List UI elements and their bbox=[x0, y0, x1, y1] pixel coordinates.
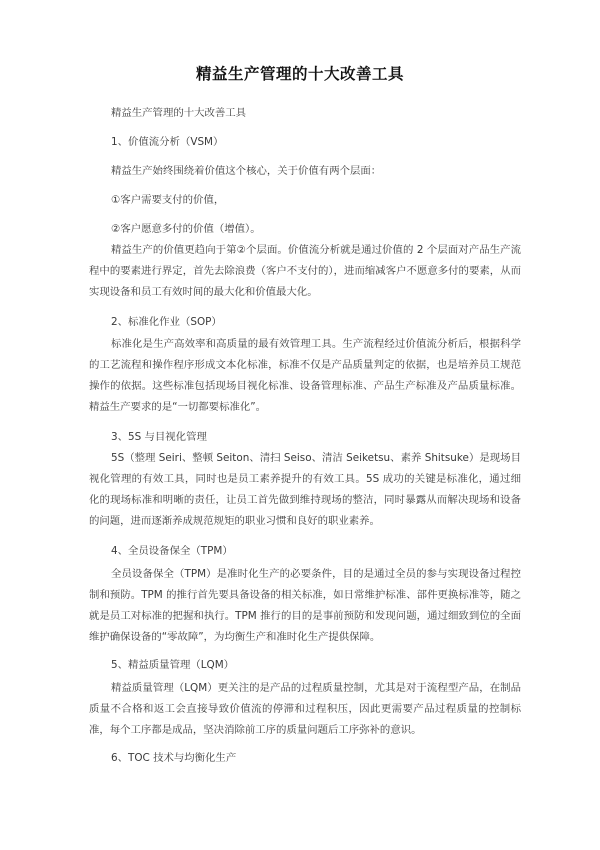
paragraph-vsm: 精益生产的价值更趋向于第②个层面。价值流分析就是通过价值的 2 个层面对产品生产流程中的要素进行界定，首先去除浪费（客户不支付的），进而缩减客户不愿意多付的要素，从而实现设备和员工有效时间的最大化和价值最大化。 bbox=[89, 244, 521, 298]
section-heading-tpm: 4、全员设备保全（TPM） bbox=[111, 545, 233, 557]
document-title: 精益生产管理的十大改善工具 bbox=[195, 65, 404, 83]
paragraph-sop: 标准化是生产高效率和高质量的最有效管理工具。生产流程经过价值流分析后，根据科学的工艺流程和操作程序形成文本化标准，标准不仅是产品质量判定的依据，也是培养员工规范操作的依据。这些标准包括现场目视化标准、设备管理标准、产品生产标准及产品质量标准。精益生产要求的是“一切都要标准化”。 bbox=[89, 338, 521, 413]
paragraph-5s: 5S（整理 Seiri、整顿 Seiton、清扫 Seiso、清洁 Seiketsu、素养 Shitsuke）是现场目视化管理的有效工具，同时也是员工素养提升的有效工具。5S 成功的关键是标准化，通过细化的现场标准和明晰的责任，让员工首先做到维持现场的整洁，同时暴露从而解决现场和设备的问题，进而逐渐养成规范规矩的职业习惯和良好的职业素养。 bbox=[89, 452, 521, 527]
paragraph-tpm: 全员设备保全（TPM）是准时化生产的必要条件，目的是通过全员的参与实现设备过程控制和预防。TPM 的推行首先要具备设备的相关标准，如日常维护标准、部件更换标准等，随之就是员工对标准的把握和执行。TPM 推行的目的是事前预防和发现问题，通过细致到位的全面维护确保设备的“零故障”，为均衡生产和准时化生产提供保障。 bbox=[89, 568, 521, 643]
section-heading-vsm: 1、价值流分析（VSM） bbox=[111, 136, 224, 148]
value-level-two: ②客户愿意多付的价值（增值）。 bbox=[111, 223, 261, 235]
section-heading-toc: 6、TOC 技术与均衡化生产 bbox=[111, 752, 237, 764]
paragraph-lqm: 精益质量管理（LQM）更关注的是产品的过程质量控制，尤其是对于流程型产品，在制品质量不合格和返工会直接导致价值流的停滞和过程积压，因此更需要产品过程质量的控制标准，每个工序都是成品，坚决消除前工序的质量问题后工序弥补的意识。 bbox=[89, 682, 521, 736]
document-subtitle: 精益生产管理的十大改善工具 bbox=[111, 107, 247, 119]
section-heading-sop: 2、标准化作业（SOP） bbox=[111, 316, 222, 328]
section-heading-lqm: 5、精益质量管理（LQM） bbox=[111, 659, 235, 671]
value-level-one: ①客户需要支付的价值， bbox=[111, 194, 225, 206]
section-heading-5s: 3、5S 与目视化管理 bbox=[111, 431, 207, 443]
value-intro-line: 精益生产始终围绕着价值这个核心，关于价值有两个层面： bbox=[111, 165, 382, 177]
